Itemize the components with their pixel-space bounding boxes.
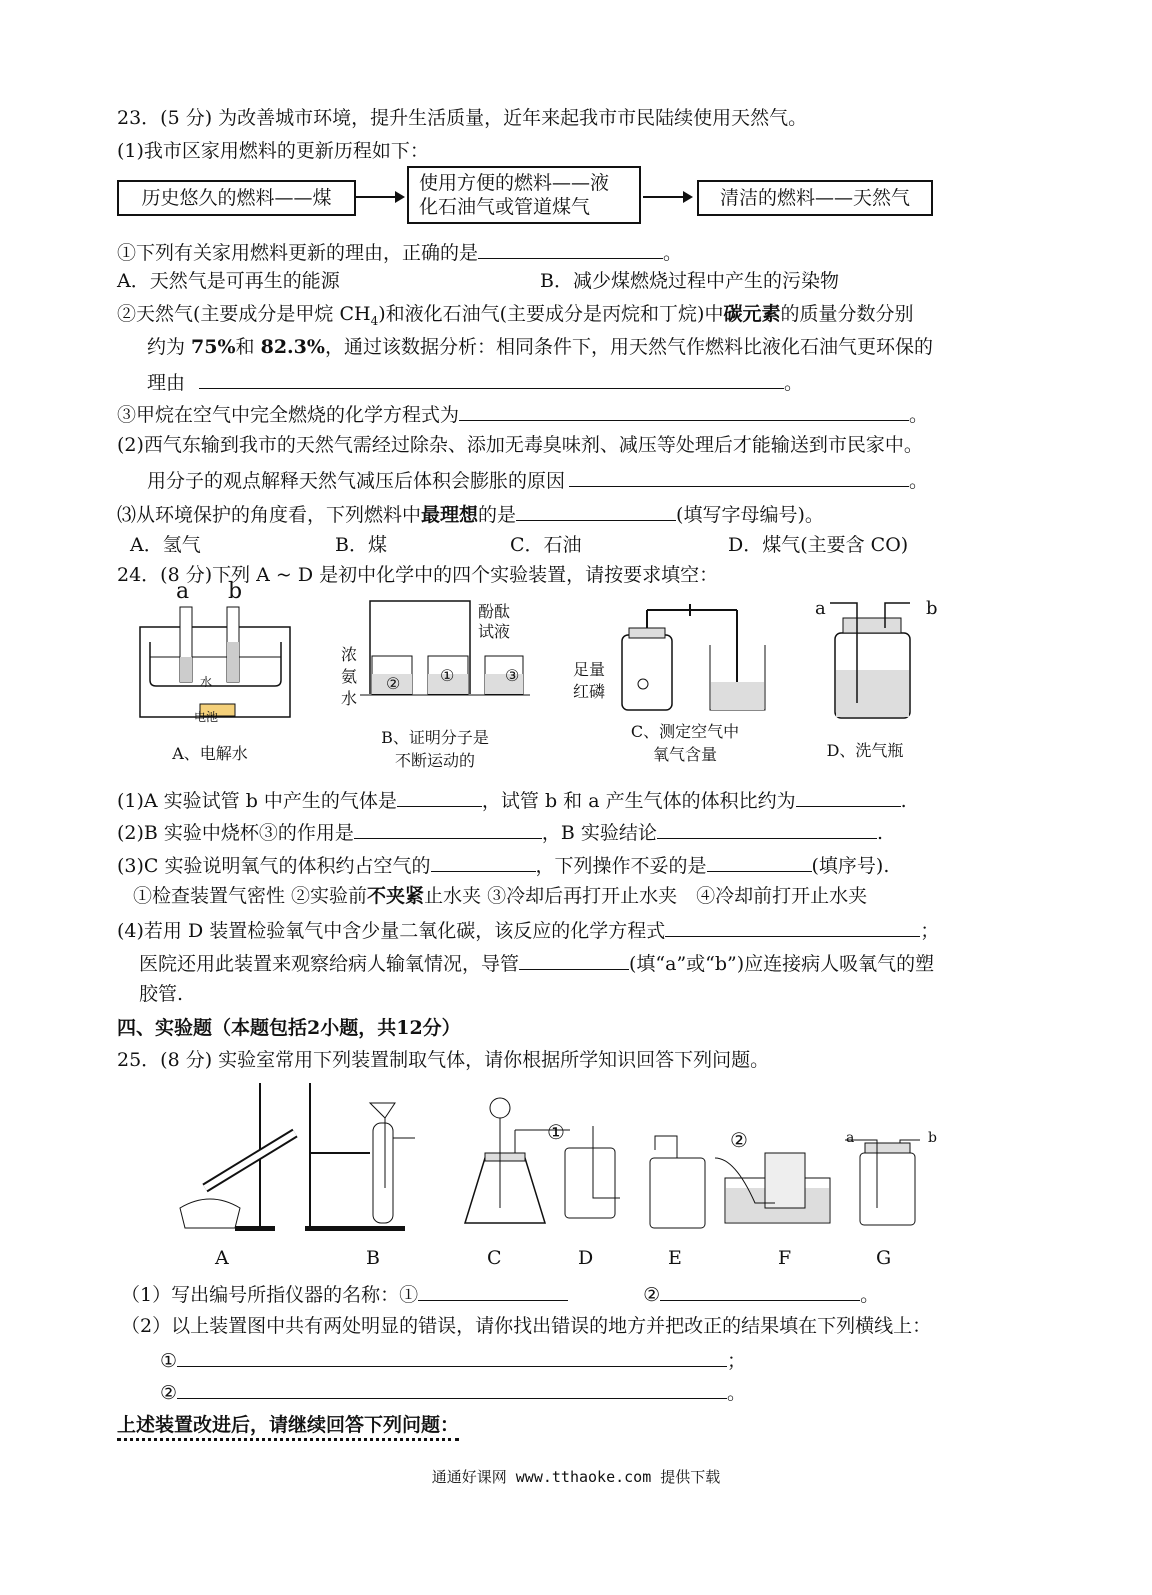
fig25-g-b: b [928,1130,937,1146]
figC-label1: 足量 [573,660,606,679]
figB-left-label1: 浓 [341,645,358,664]
figB-caption2: 不断运动的 [394,751,475,770]
figA-label-a: a [176,579,190,604]
flow-arrow-1 [355,196,403,198]
q25-title: 25．(8 分) 实验室常用下列装置制取气体，请你根据所学知识回答下列问题。 [117,1049,770,1071]
fig25-mark1: ① [547,1120,565,1144]
figB-beaker2: ② [386,674,401,693]
q24-q3: (3)C 实验说明氧气的体积约占空气的 ，下列操作不妥的是 (填序号). [117,851,889,878]
figC-caption2: 氧气含量 [652,745,717,764]
q23-s1: ①下列有关家用燃料更新的理由，正确的是 。 [117,238,682,265]
q25-line2: ② 。 [160,1378,746,1405]
q23-opt-b: B．煤 [335,534,387,556]
figC-caption1: C、测定空气中 [630,722,740,741]
figC-label2: 红磷 [573,682,606,701]
q23-opt-c: C．石油 [510,534,582,556]
q23-s2-line3: 理由 。 [147,368,803,395]
figA-label-b: b [228,579,243,604]
q24-title: 24．(8 分)下列 A ~ D 是初中化学中的四个实验装置，请按要求填空： [117,564,719,586]
fig25-g-a: a [846,1130,855,1146]
figB-reagent1: 酚酞 [478,602,511,621]
q23-title: 23．(5 分) 为改善城市环境，提升生活质量，近年来起我市市民陆续使用天然气。 [117,107,808,129]
flow-box-lpg [407,166,641,224]
footer-source: 通通好课网 www.tthaoke.com 提供下载 [431,1468,721,1486]
fig25-letter-g: G [876,1247,892,1269]
q24-q2: (2)B 实验中烧杯③的作用是 ，B 实验结论 . [117,818,883,845]
q24-q3-options: ①检查装置气密性 ②实验前不夹紧止水夹 ③冷却后再打开止水夹 ④冷却前打开止水夹 [133,885,868,907]
q25-q1: （1）写出编号所指仪器的名称：① ② 。 [121,1280,879,1307]
fig25-letter-d: D [578,1247,594,1269]
figA-caption: A、电解水 [172,744,248,763]
q23-s2-line2: 约为 75%和 82.3%，通过该数据分析：相同条件下，用天然气作燃料比液化石油气更环保的 [147,336,933,358]
figB-beaker3: ③ [505,666,520,685]
figure-gas-washing-bottle [825,598,925,723]
fig25-letter-f: F [778,1247,792,1269]
fig25-letter-b: B [366,1247,380,1269]
q23-opt-a: A．氢气 [130,534,201,556]
figD-caption: D、洗气瓶 [826,741,904,760]
figB-left-label3: 水 [341,689,358,708]
figB-beaker1: ① [440,666,455,685]
figD-label-b: b [926,598,938,619]
q24-q4-line2: 医院还用此装置来观察给病人输氧情况，导管 (填“a”或“b”)应连接病人吸氧气的塑 [139,949,934,976]
q23-s2: ②天然气(主要成分是甲烷 $CH_4$)和液化石油气(主要成分是丙烷和丁烷)中碳元素的质量分数分别 [117,303,914,328]
fig25-letter-a: A [215,1247,229,1269]
figure-gas-apparatus [175,1078,945,1238]
figB-reagent2: 试液 [478,622,511,641]
fig25-mark2: ② [730,1128,748,1152]
figA-water: 水 [200,675,213,689]
section-4-heading: 四、实验题（本题包括2小题，共12分） [117,1017,461,1039]
flow-arrow-2 [643,196,691,198]
flow-box-natural-gas: 清洁的燃料——天然气 [697,180,933,216]
q23-part1: (1)我市区家用燃料的更新历程如下： [117,140,429,162]
figA-battery: 电池 [194,710,219,724]
q25-continue: 上述装置改进后，请继续回答下列问题： [117,1413,459,1437]
q23-s3: ③甲烷在空气中完全燃烧的化学方程式为 。 [117,400,928,427]
q23-option-b: B．减少煤燃烧过程中产生的污染物 [540,270,839,292]
flow-box-lpg-line1: 使用方便的燃料——液 [419,172,610,194]
q24-q4-line3: 胶管. [139,983,184,1005]
figure-oxygen-content [615,600,775,715]
flow-box-lpg-line2: 化石油气或管道煤气 [419,196,591,218]
q23-part3: ⑶从环境保护的角度看，下列燃料中最理想的是 (填写字母编号)。 [117,500,824,527]
q23-option-a: A．天然气是可再生的能源 [117,270,340,292]
fig25-letter-e: E [668,1247,682,1269]
q23-part2: (2)西气东输到我市的天然气需经过除杂、添加无毒臭味剂、减压等处理后才能输送到市民家中。 [117,434,923,456]
q24-q1: (1)A 实验试管 b 中产生的气体是 ，试管 b 和 a 产生气体的体积比约为 . [117,786,907,813]
q23-opt-d: D．煤气(主要含 CO) [728,534,909,556]
figB-left-label2: 氨 [341,667,358,686]
figD-label-a: a [815,598,826,619]
q24-q4: (4)若用 D 装置检验氧气中含少量二氧化碳，该反应的化学方程式 ； [117,916,939,943]
q25-q2: （2）以上装置图中共有两处明显的错误，请你找出错误的地方并把改正的结果填在下列横线上： [121,1315,932,1337]
flow-box-coal: 历史悠久的燃料——煤 [117,180,356,216]
fig25-letter-c: C [487,1247,502,1269]
q25-line1: ① ； [160,1346,746,1373]
q23-part2-line2: 用分子的观点解释天然气减压后体积会膨胀的原因 。 [147,466,928,493]
figB-caption1: B、证明分子是 [381,728,489,747]
